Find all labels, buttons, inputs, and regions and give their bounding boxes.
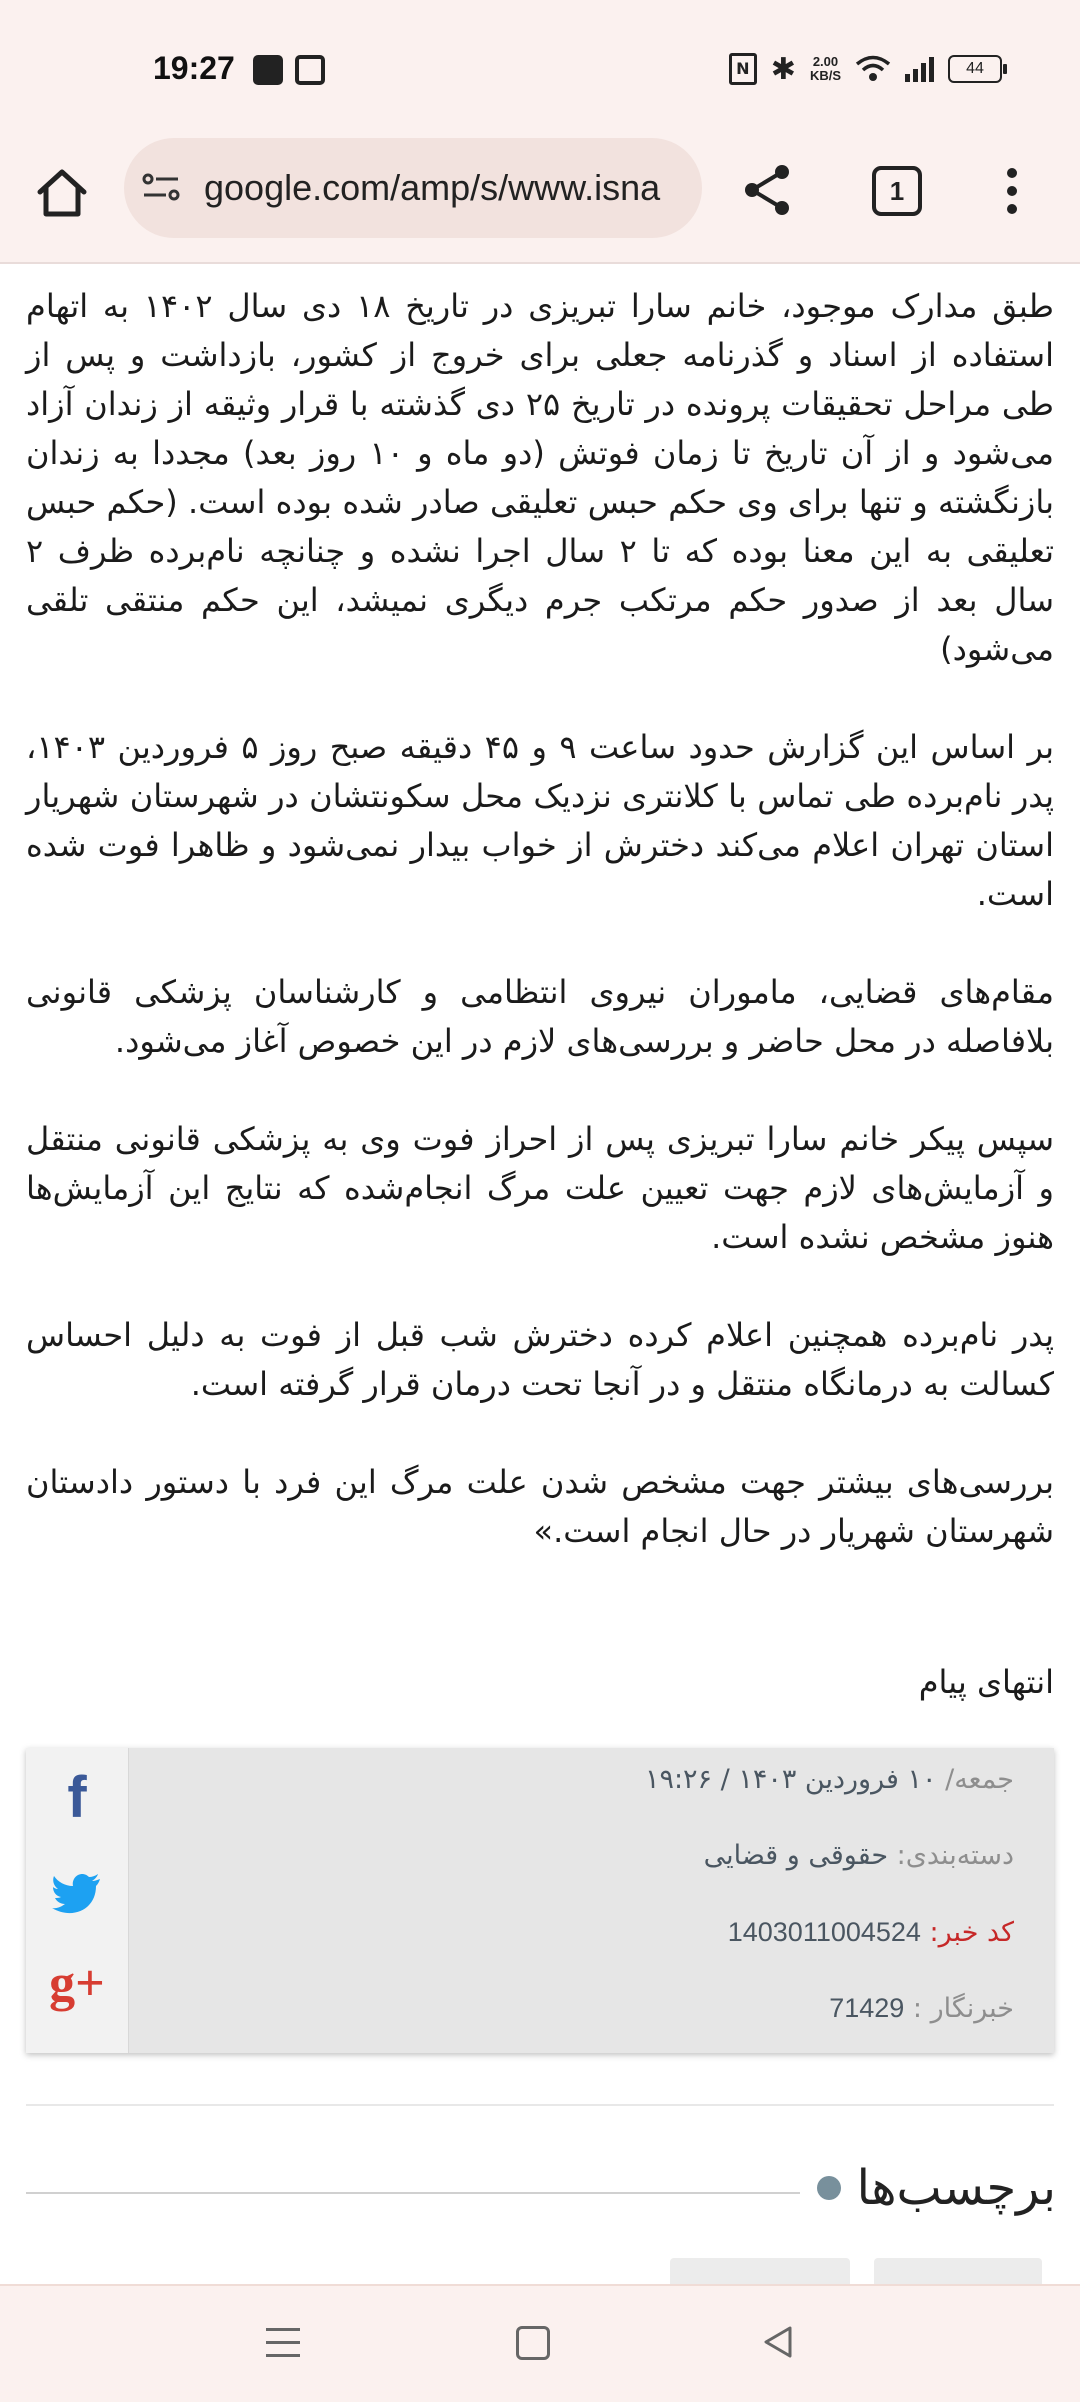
signal-icon xyxy=(905,56,934,82)
share-icon[interactable] xyxy=(740,162,796,218)
article-paragraph-1: طبق مدارک موجود، خانم سارا تبریزی در تاریخ ۱۸ دی سال ۱۴۰۲ به اتهام استفاده از اسناد و گذرنامه جعلی برای خروج از کشور، بازداشت و پس از طی مراحل تحقیقات پرونده در تاریخ ۲۵ دی گذشته با قرار وثیقه از زندان آزاد می‌شود و از آن تاریخ تا زمان فوتش (دو ماه و ۱۰ روز بعد) مجددا به زندان بازنگشته و تنها برای وی حکم حبس تعلیقی صادر شده بوده است. (حکم حبس تعلیقی به این معنا بوده که تا ۲ سال اجرا نشده و چنانچه نام‌برده ظرف ۲ سال بعد از صدور حکم مرتکب جرم دیگری نمیشد، این حکم منتقی تلقی می‌شود) xyxy=(26,287,1055,668)
facebook-icon[interactable]: f xyxy=(67,1765,87,1830)
date-row xyxy=(645,1760,1014,1800)
tags-heading-text: برچسب‌ها xyxy=(856,2160,1056,2216)
home-icon[interactable] xyxy=(30,160,94,224)
status-indicators xyxy=(729,52,1002,86)
network-speed-unit: KB/S xyxy=(809,68,841,83)
network-speed xyxy=(810,55,841,83)
wifi-icon xyxy=(855,55,891,83)
date-value: ۱۰ فروردین ۱۴۰۳ / ۱۹:۲۶ xyxy=(644,1764,937,1795)
bluetooth-icon: ✱ xyxy=(770,51,796,87)
news-code-row xyxy=(728,1912,1014,1953)
reporter-label: خبرنگار : xyxy=(912,1993,1014,2024)
category-row xyxy=(704,1836,1014,1876)
more-menu-icon[interactable] xyxy=(1000,162,1024,222)
reporter-value: 71429 xyxy=(829,1993,905,2023)
end-of-message: انتهای پیام xyxy=(918,1663,1054,1701)
google-plus-icon[interactable]: g+ xyxy=(49,1955,105,2012)
date-label: جمعه/ xyxy=(945,1764,1014,1795)
back-icon[interactable] xyxy=(760,2324,796,2360)
url-bar[interactable] xyxy=(124,138,702,238)
section-divider xyxy=(26,2104,1054,2106)
news-info-box xyxy=(26,1748,1054,2053)
social-share-bar xyxy=(26,1748,129,2053)
status-bar xyxy=(0,0,1080,138)
nav-home-icon[interactable] xyxy=(516,2326,550,2360)
system-navigation-bar xyxy=(0,2284,1080,2402)
site-settings-icon[interactable] xyxy=(142,172,182,202)
network-speed-value: 2.00 xyxy=(812,54,839,69)
tabs-icon[interactable]: 1 xyxy=(872,166,922,216)
browser-toolbar xyxy=(0,138,1080,264)
tags-heading xyxy=(817,2160,1056,2216)
recents-icon[interactable] xyxy=(266,2328,300,2367)
tags-heading-line xyxy=(26,2192,800,2194)
article-paragraph-6: بررسی‌های بیشتر جهت مشخص شدن علت مرگ این فرد با دستور دادستان شهرستان شهریار در حال انجام است.» xyxy=(26,1463,1054,1550)
status-time: 19:27 xyxy=(153,50,235,86)
phone-notification-icon xyxy=(295,55,325,85)
category-value[interactable]: حقوقی و قضایی xyxy=(703,1840,889,1871)
twitter-icon[interactable] xyxy=(26,1860,128,1923)
bullet-icon xyxy=(817,2176,841,2200)
category-label: دسته‌بندی: xyxy=(896,1840,1014,1871)
article-paragraph-3: مقام‌های قضایی، ماموران نیروی انتظامی و کارشناسان پزشکی قانونی بلافاصله در محل حاضر و بررسی‌های لازم در این خصوص آغاز می‌شود. xyxy=(26,973,1054,1060)
news-code-value: 1403011004524 xyxy=(727,1917,921,1947)
article-paragraph-4: سپس پیکر خانم سارا تبریزی پس از احراز فوت وی به پزشکی قانونی منتقل و آزمایش‌های لازم جهت تعیین علت مرگ انجام‌شده که نتایج این آزمایش‌ها هنوز مشخص نشده است. xyxy=(26,1120,1054,1256)
article-paragraph-2: بر اساس این گزارش حدود ساعت ۹ و ۴۵ دقیقه صبح روز ۵ فروردین ۱۴۰۳، پدر نام‌برده طی تماس با کلانتری نزدیک محل سکونتشان در شهرستان شهریار استان تهران اعلام می‌کند دخترش از خواب بیدار نمی‌شود و ظاهرا فوت شده است. xyxy=(26,728,1055,913)
news-code-label: کد خبر: xyxy=(929,1917,1014,1948)
nfc-icon: N xyxy=(729,53,757,85)
reporter-row xyxy=(829,1988,1014,2029)
url-text[interactable]: google.com/amp/s/www.isna xyxy=(204,167,661,208)
news-notification-icon xyxy=(253,55,283,85)
article-paragraph-5: پدر نام‌برده همچنین اعلام کرده دخترش شب قبل از فوت به دلیل احساس کسالت به درمانگاه منتقل و در آنجا تحت درمان قرار گرفته است. xyxy=(26,1316,1054,1403)
article-body xyxy=(26,282,1054,1605)
battery-level: 44 xyxy=(966,60,984,77)
battery-icon xyxy=(948,55,1002,83)
